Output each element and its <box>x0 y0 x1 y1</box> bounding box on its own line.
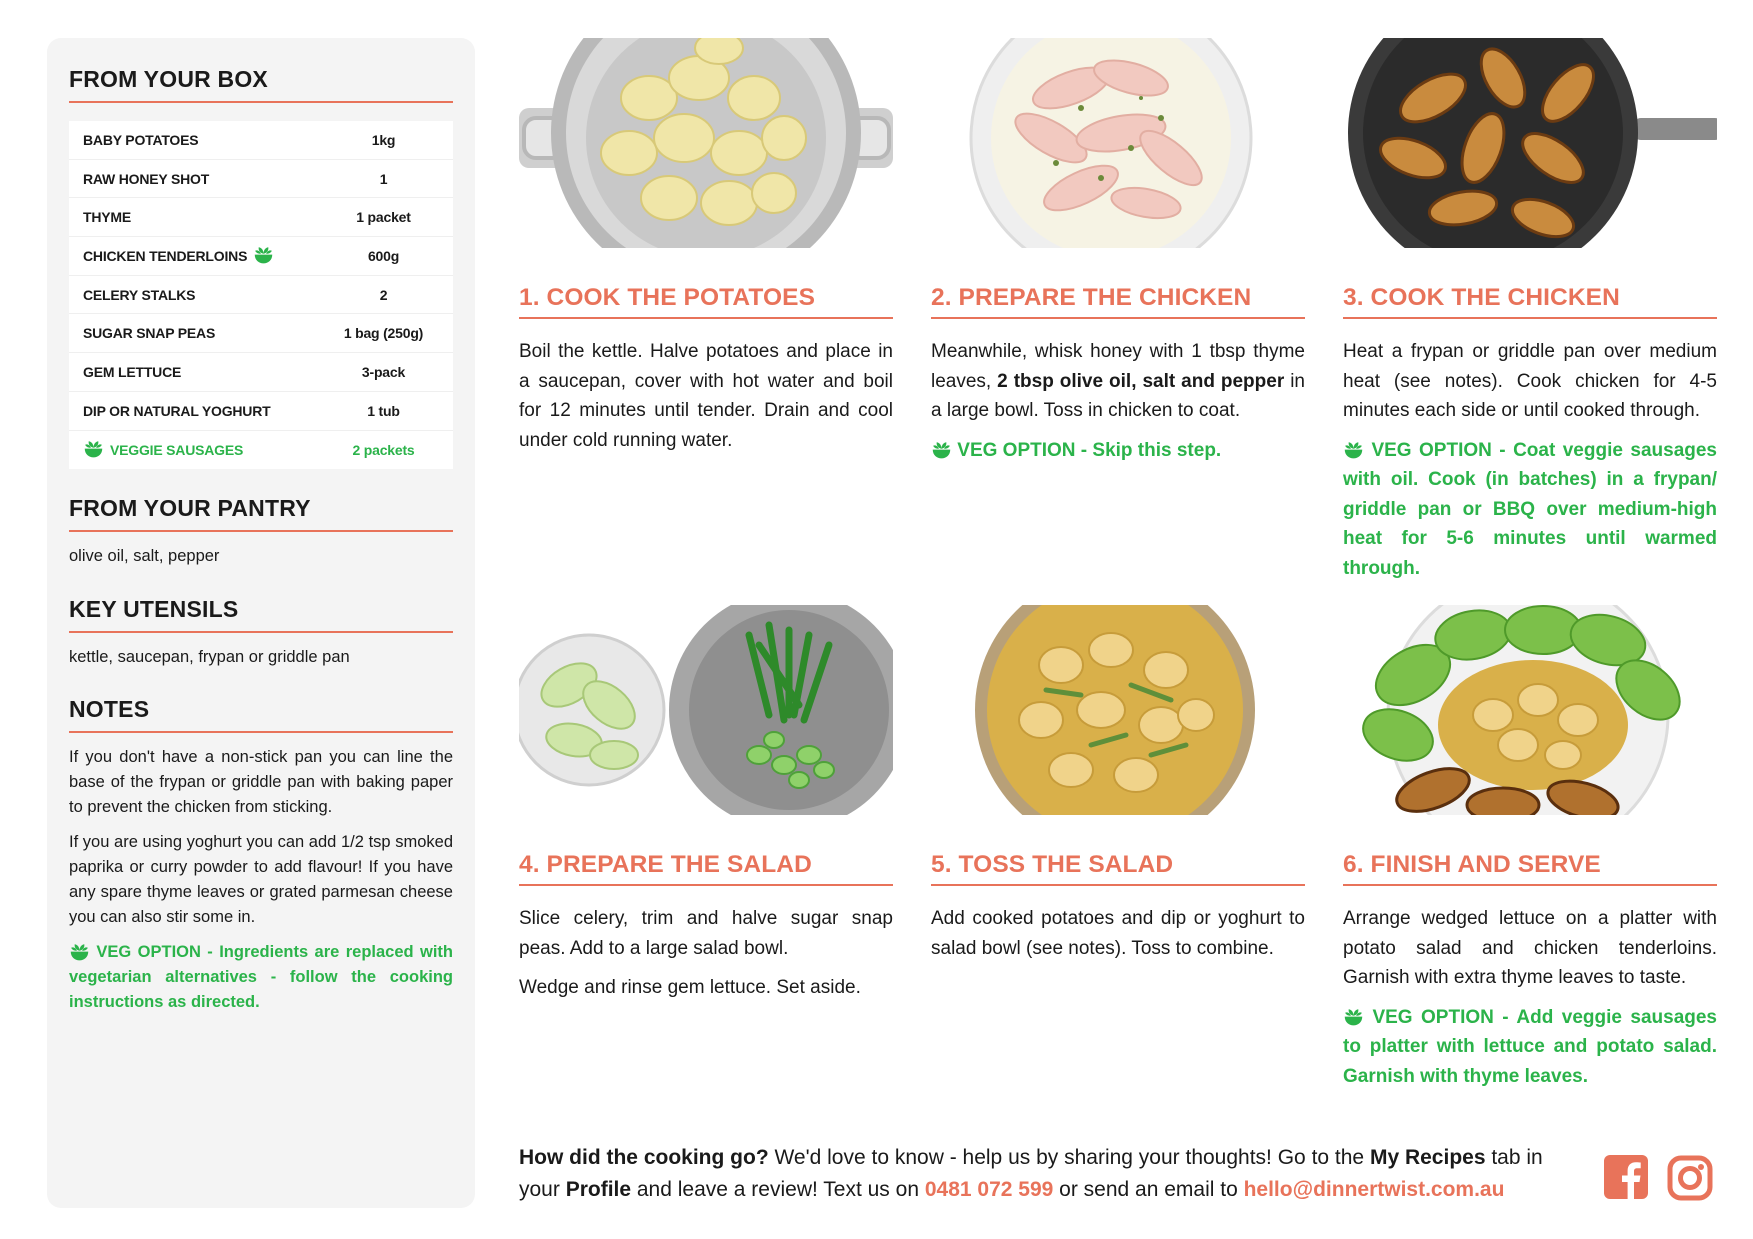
chicken-bowl-photo <box>931 38 1305 248</box>
ingredient-name: VEGGIE SAUSAGES <box>69 439 314 460</box>
step-title: 2. PREPARE THE CHICKEN <box>931 284 1305 319</box>
veg-option: VEG OPTION - Add veggie sausages to platter with lettuce and potato salad. Garnish with thyme leaves. <box>1343 1006 1718 1087</box>
step-title: 6. FINISH AND SERVE <box>1343 851 1717 886</box>
ingredient-name: BABY POTATOES <box>83 131 199 148</box>
pantry-heading: FROM YOUR PANTRY <box>69 495 453 532</box>
potatoes-photo <box>519 38 893 248</box>
step-instructions: Arrange wedged lettuce on a platter with potato salad and chicken tenderloins. Garnish with extra thyme leaves to taste. <box>1343 908 1717 988</box>
salad-prep-photo <box>519 605 893 815</box>
step-5 <box>931 605 1305 963</box>
utensils-text: kettle, saucepan, frypan or griddle pan <box>69 647 350 666</box>
ingredient-name: CELERY STALKS <box>83 286 196 303</box>
utensils-section <box>69 596 453 671</box>
step-title: 5. TOSS THE SALAD <box>931 851 1305 886</box>
step-1 <box>519 38 893 455</box>
veg-option: VEG OPTION - Skip this step. <box>931 436 1305 466</box>
email-link[interactable]: hello@dinnertwist.com.au <box>1243 1178 1505 1201</box>
veg-leaf-icon <box>83 439 104 460</box>
veg-leaf-icon <box>1343 1007 1364 1028</box>
ingredient-qty: 3-pack <box>361 363 406 380</box>
ingredient-row <box>69 276 453 315</box>
step-photo <box>519 605 893 815</box>
step-instructions: Slice celery, trim and halve sugar snap peas. Add to a large salad bowl. Wedge and rinse gem lettuce. Set aside. <box>519 908 893 998</box>
ingredient-qty: 2 <box>379 286 388 303</box>
notes-veg-option: VEG OPTION - Ingredients are replaced with vegetarian alternatives - follow the cooking instructions as directed. <box>69 943 453 1012</box>
step-photo <box>1343 38 1717 248</box>
ingredient-name: GEM LETTUCE <box>83 363 182 380</box>
ingredient-qty: 600g <box>367 247 400 264</box>
feedback-question: How did the cooking go? <box>519 1146 769 1169</box>
step-instructions: Add cooked potatoes and dip or yoghurt to salad bowl (see notes). Toss to combine. <box>931 908 1305 959</box>
step-3 <box>1343 38 1717 583</box>
veg-leaf-icon <box>69 942 90 963</box>
notes-heading: NOTES <box>69 696 453 733</box>
ingredient-qty: 1kg <box>371 131 396 148</box>
ingredient-row <box>69 314 453 353</box>
instagram-icon[interactable] <box>1667 1155 1713 1201</box>
veg-swap-icon <box>253 245 274 266</box>
from-your-box-heading: FROM YOUR BOX <box>69 66 453 103</box>
ingredient-qty: 1 bag (250g) <box>343 325 424 342</box>
notes-paragraph: If you don't have a non-stick pan you can line the base of the frypan or griddle pan with baking paper to prevent the chicken from sticking. <box>69 748 453 817</box>
step-6 <box>1343 605 1717 1091</box>
step-instructions: Heat a frypan or griddle pan over medium heat (see notes). Cook chicken for 4-5 minutes each side or until cooked through. <box>1343 341 1717 421</box>
step-instructions: Meanwhile, whisk honey with 1 tbsp thyme leaves, 2 tbsp olive oil, salt and pepper in a large bowl. Toss in chicken to coat. <box>931 341 1306 421</box>
ingredient-name: THYME <box>83 209 132 226</box>
notes-section <box>69 696 453 1015</box>
ingredient-row <box>69 198 453 237</box>
ingredient-name: DIP OR NATURAL YOGHURT <box>83 402 271 419</box>
facebook-icon[interactable] <box>1604 1155 1648 1199</box>
ingredients-table <box>69 121 453 469</box>
step-title: 3. COOK THE CHICKEN <box>1343 284 1717 319</box>
step-instructions: Boil the kettle. Halve potatoes and place in a saucepan, cover with hot water and boil for 12 minutes until tender. Drain and cool under cold running water. <box>519 341 893 451</box>
ingredient-row <box>69 160 453 199</box>
ingredient-qty: 1 tub <box>367 402 400 419</box>
finished-platter-photo <box>1343 605 1717 815</box>
veg-leaf-icon <box>931 440 952 461</box>
ingredient-name: SUGAR SNAP PEAS <box>83 325 216 342</box>
step-photo <box>519 38 893 248</box>
step-photo <box>1343 605 1717 815</box>
utensils-heading: KEY UTENSILS <box>69 596 453 633</box>
step-title: 1. COOK THE POTATOES <box>519 284 893 319</box>
veg-leaf-icon <box>1343 440 1364 461</box>
ingredient-name: RAW HONEY SHOT <box>83 170 210 187</box>
step-photo <box>931 605 1305 815</box>
phone-link[interactable]: 0481 072 599 <box>924 1178 1054 1201</box>
ingredient-qty: 1 packet <box>356 209 411 226</box>
potato-salad-photo <box>931 605 1305 815</box>
ingredient-qty: 2 packets <box>352 441 415 458</box>
ingredient-row <box>69 237 453 276</box>
feedback-footer: How did the cooking go? We'd love to know - help us by sharing your thoughts! Go to the My Recipes tab in your Profile and leave a review! Text us on 0481 072 599 or send an email to hello@dinnertwist.com.au <box>519 1146 1543 1201</box>
sidebar <box>47 38 475 1208</box>
pantry-text: olive oil, salt, pepper <box>69 547 220 566</box>
ingredient-row-veg <box>69 431 453 470</box>
ingredient-row <box>69 392 453 431</box>
step-2 <box>931 38 1305 465</box>
ingredient-row <box>69 353 453 392</box>
step-title: 4. PREPARE THE SALAD <box>519 851 893 886</box>
chicken-frypan-photo <box>1343 38 1717 248</box>
step-photo <box>931 38 1305 248</box>
pantry-section <box>69 495 453 570</box>
ingredient-name: CHICKEN TENDERLOINS <box>69 245 314 266</box>
ingredient-qty: 1 <box>379 170 388 187</box>
step-4 <box>519 605 893 1003</box>
notes-paragraph: If you are using yoghurt you can add 1/2 tsp smoked paprika or curry powder to add flavour! If you have any spare thyme leaves or grated parmesan cheese you can also stir some in. <box>69 833 453 927</box>
veg-option: VEG OPTION - Coat veggie sausages with oil. Cook (in batches) in a frypan/ griddle pan or BBQ over medium-high heat for 5-6 minutes until warmed through. <box>1343 439 1717 579</box>
ingredient-row <box>69 121 453 160</box>
